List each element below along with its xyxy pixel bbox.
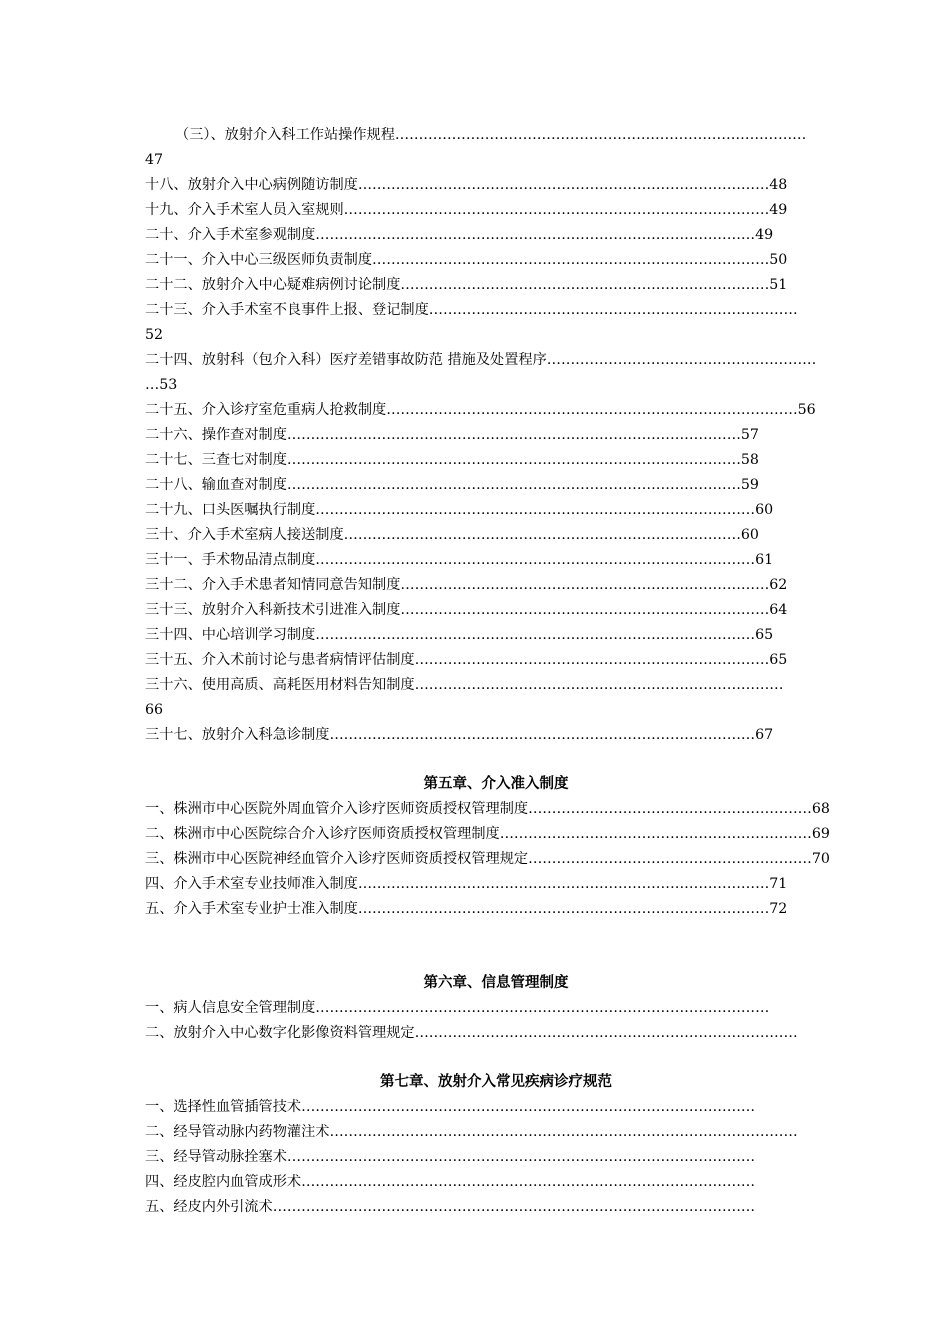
toc-entry[interactable]: 三十四、中心培训学习制度…………………………………………………………………………………65 [145,627,774,643]
chapter-heading: 第六章、信息管理制度 [423,974,569,991]
toc-page-number: 47 [145,152,164,168]
toc-entry[interactable]: 三十二、介入手术患者知情同意告知制度……………………………………………………………………62 [145,577,788,593]
toc-entry[interactable]: 二、经导管动脉内药物灌注术……………………………………………………………………………………… [145,1124,798,1140]
toc-entry[interactable]: 二、株洲市中心医院综合介入诊疗医师资质授权管理制度…………………………………………………………69 [145,826,830,842]
toc-entry[interactable]: 五、经皮内外引流术………………………………………………………………………………………… [145,1199,756,1215]
toc-entry[interactable]: 三、株洲市中心医院神经血管介入诊疗医师资质授权管理规定……………………………………………………70 [145,851,830,867]
toc-entry[interactable]: 二十六、操作查对制度……………………………………………………………………………………57 [145,427,759,443]
chapter-heading: 第五章、介入准入制度 [423,775,569,792]
toc-entry[interactable] [145,124,847,146]
toc-leader: …………………………………………………………………………… [394,127,807,143]
toc-page-number: 66 [145,702,164,718]
toc-entry[interactable]: 三十六、使用高质、高耗医用材料告知制度…………………………………………………………………… [145,677,784,693]
toc-entry[interactable]: 二十五、介入诊疗室危重病人抢救制度……………………………………………………………………………56 [145,402,816,418]
toc-entry[interactable]: 二十七、三查七对制度……………………………………………………………………………………58 [145,452,759,468]
toc-entry[interactable]: 二十四、放射科（包介入科）医疗差错事故防范 措施及处置程序………………………………………………… [145,352,817,368]
toc-entry-title: （三）、放射介入科工作站操作规程 [175,127,395,143]
toc-entry[interactable]: 二、放射介入中心数字化影像资料管理规定……………………………………………………………………… [145,1025,798,1041]
toc-page-number: 52 [145,327,164,343]
toc-entry[interactable]: 一、病人信息安全管理制度…………………………………………………………………………………… [145,1000,770,1016]
toc-entry[interactable]: 三十、介入手术室病人接送制度…………………………………………………………………………60 [145,527,759,543]
toc-entry[interactable]: 二十一、介入中心三级医师负责制度…………………………………………………………………………50 [145,252,788,268]
toc-entry[interactable]: 十九、介入手术室人员入室规则………………………………………………………………………………49 [145,202,788,218]
toc-entry[interactable]: 二十二、放射介入中心疑难病例讨论制度……………………………………………………………………51 [145,277,788,293]
toc-entry[interactable]: 五、介入手术室专业护士准入制度……………………………………………………………………………72 [145,901,788,917]
toc-entry[interactable]: 二十八、输血查对制度……………………………………………………………………………………59 [145,477,759,493]
toc-entry[interactable]: 三十七、放射介入科急诊制度………………………………………………………………………………67 [145,727,774,743]
toc-entry[interactable]: 一、选择性血管插管技术…………………………………………………………………………………… [145,1099,756,1115]
toc-entry[interactable]: 二十三、介入手术室不良事件上报、登记制度…………………………………………………………………… [145,302,798,318]
toc-entry[interactable]: 二十、介入手术室参观制度…………………………………………………………………………………49 [145,227,774,243]
toc-page-number: …53 [145,377,178,393]
toc-entry[interactable]: 三、经导管动脉拴塞术……………………………………………………………………………………… [145,1149,756,1165]
toc-entry[interactable]: 四、经皮腔内血管成形术…………………………………………………………………………………… [145,1174,756,1190]
toc-entry[interactable]: 四、介入手术室专业技师准入制度……………………………………………………………………………71 [145,876,788,892]
toc-entry[interactable]: 一、株洲市中心医院外周血管介入诊疗医师资质授权管理制度……………………………………………………68 [145,801,830,817]
toc-entry[interactable]: 三十一、手术物品清点制度…………………………………………………………………………………61 [145,552,774,568]
toc-entry[interactable]: 三十五、介入术前讨论与患者病情评估制度…………………………………………………………………65 [145,652,788,668]
toc-entry[interactable]: 三十三、放射介入科新技术引进准入制度……………………………………………………………………64 [145,602,788,618]
toc-entry[interactable]: 二十九、口头医嘱执行制度…………………………………………………………………………………60 [145,502,774,518]
chapter-heading: 第七章、放射介入常见疾病诊疗规范 [380,1073,612,1090]
toc-entry[interactable]: 十八、放射介入中心病例随访制度……………………………………………………………………………48 [145,177,788,193]
